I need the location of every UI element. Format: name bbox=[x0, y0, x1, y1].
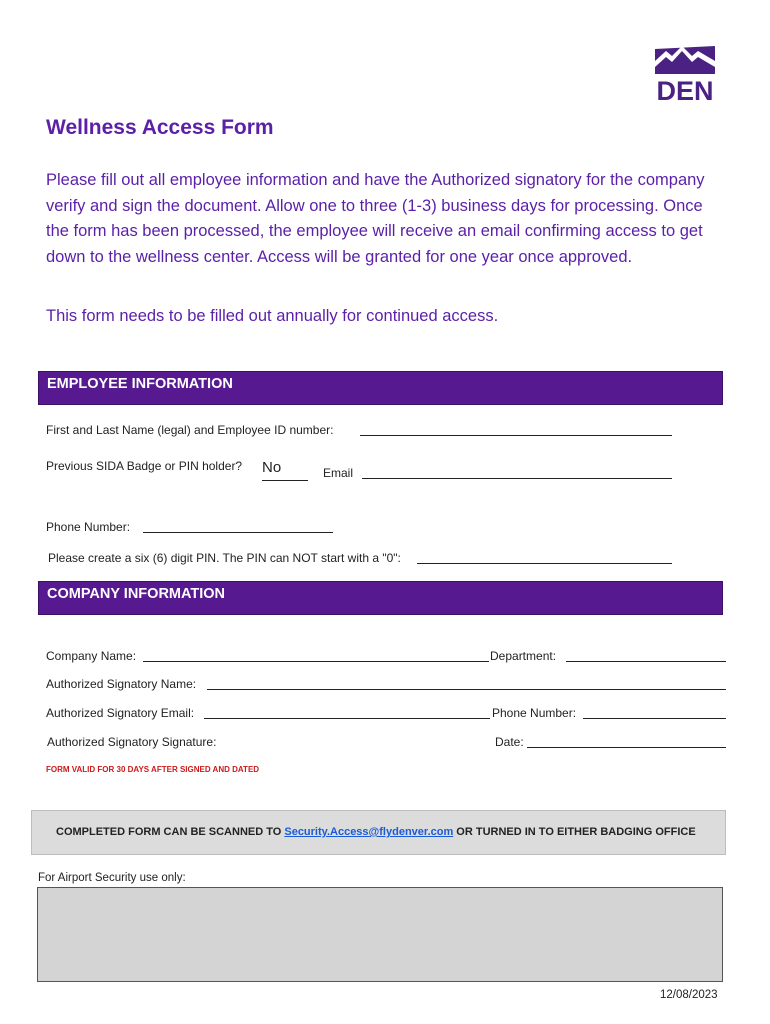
email-label: Email bbox=[323, 466, 354, 480]
date-label: Date: bbox=[495, 735, 524, 749]
signatory-name-field[interactable] bbox=[207, 689, 726, 690]
sida-field-line bbox=[262, 480, 308, 481]
annual-note: This form needs to be filled out annually for continued access. bbox=[46, 307, 499, 325]
scan-notice-box bbox=[31, 810, 726, 855]
signatory-name-label: Authorized Signatory Name: bbox=[46, 677, 197, 691]
den-logo bbox=[652, 45, 718, 105]
department-field[interactable] bbox=[566, 661, 726, 662]
validity-warning: FORM VALID FOR 30 DAYS AFTER SIGNED AND DATED bbox=[46, 765, 260, 774]
email-field[interactable] bbox=[362, 478, 672, 479]
page-title: Wellness Access Form bbox=[46, 116, 274, 139]
department-label: Department: bbox=[490, 649, 557, 663]
signature-label: Authorized Signatory Signature: bbox=[47, 735, 217, 749]
sida-value[interactable]: No bbox=[262, 459, 282, 476]
signatory-email-label: Authorized Signatory Email: bbox=[46, 706, 195, 720]
company-section-title: COMPANY INFORMATION bbox=[47, 586, 226, 602]
security-email-link[interactable]: Security.Access@flydenver.com bbox=[284, 826, 454, 838]
security-use-box bbox=[37, 887, 723, 982]
scan-notice bbox=[56, 826, 696, 838]
pin-label: Please create a six (6) digit PIN. The PIN can NOT start with a "0": bbox=[48, 551, 401, 565]
company-name-label: Company Name: bbox=[46, 649, 137, 663]
intro-paragraph: Please fill out all employee information and have the Authorized signatory for the company verify and sign the document. Allow one to three (1-3) business days for processing. Once the form has been processed, the employee will receive an email confirming access to get down to the wellness center. Access will be granted for one year once approved. bbox=[46, 171, 705, 266]
footer-date: 12/08/2023 bbox=[660, 989, 718, 1001]
scan-suffix: OR TURNED IN TO EITHER BADGING OFFICE bbox=[453, 826, 696, 838]
date-field[interactable] bbox=[527, 747, 726, 748]
employee-section-title: EMPLOYEE INFORMATION bbox=[47, 376, 233, 392]
employee-section-header bbox=[38, 371, 723, 405]
phone-label: Phone Number: bbox=[46, 520, 131, 534]
pin-field[interactable] bbox=[417, 563, 672, 564]
employee-name-label: First and Last Name (legal) and Employee ID number: bbox=[46, 423, 334, 437]
signatory-phone-field[interactable] bbox=[583, 718, 726, 719]
employee-name-field[interactable] bbox=[360, 435, 672, 436]
signatory-email-field[interactable] bbox=[204, 718, 490, 719]
security-use-label: For Airport Security use only: bbox=[38, 872, 186, 884]
company-name-field[interactable] bbox=[143, 661, 489, 662]
logo-text: DEN bbox=[656, 76, 714, 106]
signatory-phone-label: Phone Number: bbox=[492, 706, 577, 720]
phone-field[interactable] bbox=[143, 532, 333, 533]
scan-prefix: COMPLETED FORM CAN BE SCANNED TO bbox=[56, 826, 285, 838]
company-section-header bbox=[38, 581, 723, 615]
sida-label: Previous SIDA Badge or PIN holder? bbox=[46, 459, 243, 473]
mountain-logo-icon bbox=[652, 45, 718, 77]
